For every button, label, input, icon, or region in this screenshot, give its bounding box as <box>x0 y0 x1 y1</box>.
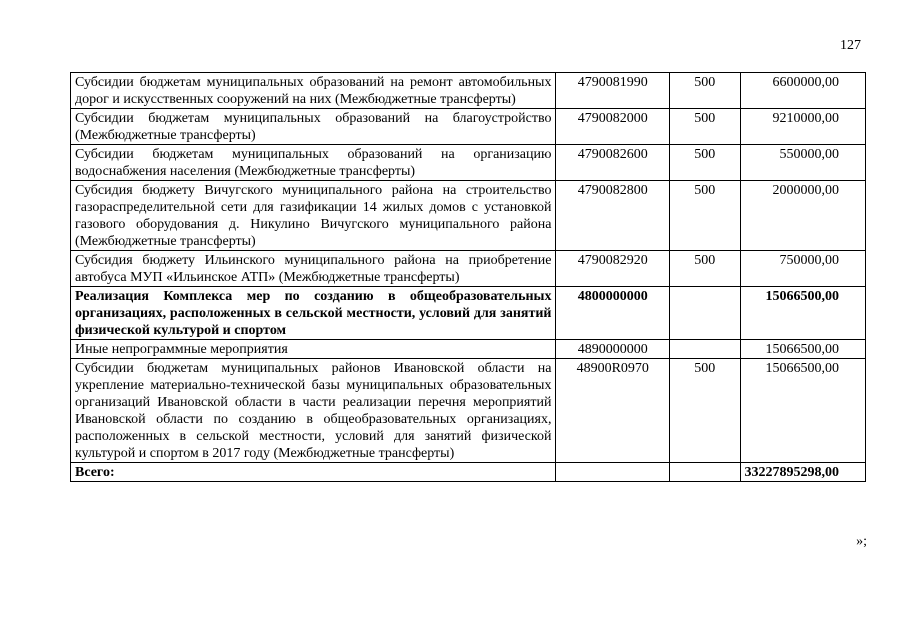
row-expense-type: 500 <box>670 73 740 109</box>
table-row <box>71 181 866 251</box>
budget-table-body <box>71 73 866 482</box>
row-description: Субсидии бюджетам муниципальных районов Ивановской области на укрепление материально-технической базы муниципальных образовательных организаций Ивановской области в части реализации перечня мероприятий Ивановской области по созданию в общеобразовательных организациях, расположенных в сельской местности, условий для занятий физической культурой и спортом в 2017 году (Межбюджетные трансферты) <box>71 359 556 463</box>
row-description: Субсидия бюджету Ильинского муниципального района на приобретение автобуса МУП «Ильинское АТП» (Межбюджетные трансферты) <box>71 251 556 287</box>
row-expense-type: 500 <box>670 145 740 181</box>
row-code: 48900R0970 <box>556 359 670 463</box>
total-amount: 33227895298,00 <box>740 463 866 482</box>
row-amount: 15066500,00 <box>740 359 866 463</box>
row-description: Субсидии бюджетам муниципальных образований на организацию водоснабжения населения (Межбюджетные трансферты) <box>71 145 556 181</box>
row-code: 4790082920 <box>556 251 670 287</box>
row-expense-type <box>670 340 740 359</box>
row-description: Иные непрограммные мероприятия <box>71 340 556 359</box>
row-amount: 750000,00 <box>740 251 866 287</box>
table-row <box>71 359 866 463</box>
closing-quote-mark: »; <box>856 534 867 549</box>
total-label: Всего: <box>71 463 556 482</box>
row-amount: 9210000,00 <box>740 109 866 145</box>
row-code: 4790081990 <box>556 73 670 109</box>
row-expense-type <box>670 287 740 340</box>
row-code: 4790082000 <box>556 109 670 145</box>
table-row <box>71 73 866 109</box>
row-description: Реализация Комплекса мер по созданию в общеобразовательных организациях, расположенных в сельской местности, условий для занятий физической культурой и спортом <box>71 287 556 340</box>
table-row <box>71 109 866 145</box>
row-description: Субсидии бюджетам муниципальных образований на благоустройство (Межбюджетные трансферты) <box>71 109 556 145</box>
table-row <box>71 145 866 181</box>
row-description: Субсидия бюджету Вичугского муниципального района на строительство газораспределительной сети для газификации 14 жилых домов с установкой газового оборудования д. Никулино Вичугского муниципального района (Межбюджетные трансферты) <box>71 181 556 251</box>
total-expense-type <box>670 463 740 482</box>
row-amount: 15066500,00 <box>740 340 866 359</box>
row-expense-type: 500 <box>670 109 740 145</box>
row-amount: 15066500,00 <box>740 287 866 340</box>
total-code <box>556 463 670 482</box>
table-row-section-heading <box>71 287 866 340</box>
row-code: 4790082600 <box>556 145 670 181</box>
row-amount: 2000000,00 <box>740 181 866 251</box>
row-code: 4800000000 <box>556 287 670 340</box>
row-amount: 550000,00 <box>740 145 866 181</box>
row-code: 4890000000 <box>556 340 670 359</box>
table-row-total <box>71 463 866 482</box>
row-expense-type: 500 <box>670 359 740 463</box>
row-amount: 6600000,00 <box>740 73 866 109</box>
row-expense-type: 500 <box>670 181 740 251</box>
table-row <box>71 340 866 359</box>
budget-table <box>70 72 866 482</box>
row-description: Субсидии бюджетам муниципальных образований на ремонт автомобильных дорог и искусственных сооружений на них (Межбюджетные трансферты) <box>71 73 556 109</box>
row-code: 4790082800 <box>556 181 670 251</box>
table-row <box>71 251 866 287</box>
page-number: 127 <box>840 38 861 53</box>
row-expense-type: 500 <box>670 251 740 287</box>
